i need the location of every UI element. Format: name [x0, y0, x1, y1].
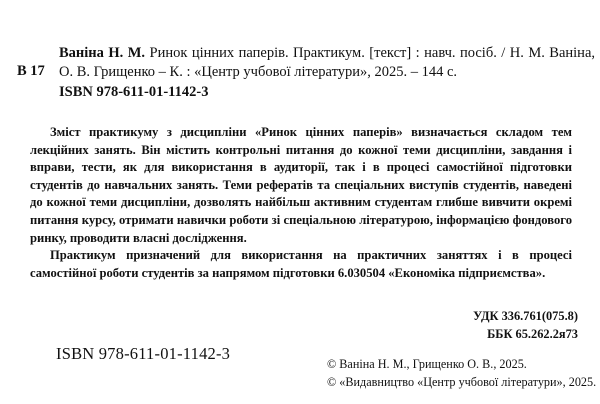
abstract-paragraph: Зміст практикуму з дисципліни «Ринок цінних паперів» визначається складом тем лекційних занять. Він містить контрольні питання до кожної теми дисципліни, завдання і вправи, тести, як для використання в аудиторії, так і в процесі самостійної підготовки студентів до навчальних занять. Теми рефератів та спеціальних виступів студентів, наведені до кожної теми дисципліни, дозволять найбільш активним студентам глибше вивчити окремі питання курсу, отримати навички роботи зі спеціальною літературою, інформацією фондового ринку, проводити власні дослідження.	[30, 125, 572, 245]
copyright-authors: © Ваніна Н. М., Грищенко О. В., 2025.	[327, 357, 527, 371]
author-heading: Ваніна Н. М.	[59, 45, 146, 61]
bbk-index: ББК 65.262.2я73	[487, 327, 578, 341]
isbn-number: ISBN 978-611-01-1142-3	[56, 344, 231, 363]
record-isbn: ISBN 978-611-01-1142-3	[59, 84, 209, 100]
catalog-code: В 17	[17, 63, 45, 79]
udk-index: УДК 336.761(075.8)	[473, 309, 578, 323]
bibliographic-record	[59, 44, 595, 102]
bibliographic-description: Ринок цінних паперів. Практикум. [текст] : навч. посіб. / Н. М. Ваніна, О. В. Грищенко – К. : «Центр учбової літератури», 2025. – 144 с.	[59, 45, 596, 80]
copyright-publisher: © «Видавництво «Центр учбової літератури», 2025.	[327, 375, 597, 389]
abstract	[30, 124, 572, 282]
copyright-notice	[327, 355, 596, 391]
abstract-paragraph: Практикум призначений для використання на практичних заняттях і в процесі самостійної роботи студентів за напрямом підготовки 6.030504 «Економіка підприємства».	[30, 248, 572, 280]
classification-indexes	[473, 307, 578, 343]
